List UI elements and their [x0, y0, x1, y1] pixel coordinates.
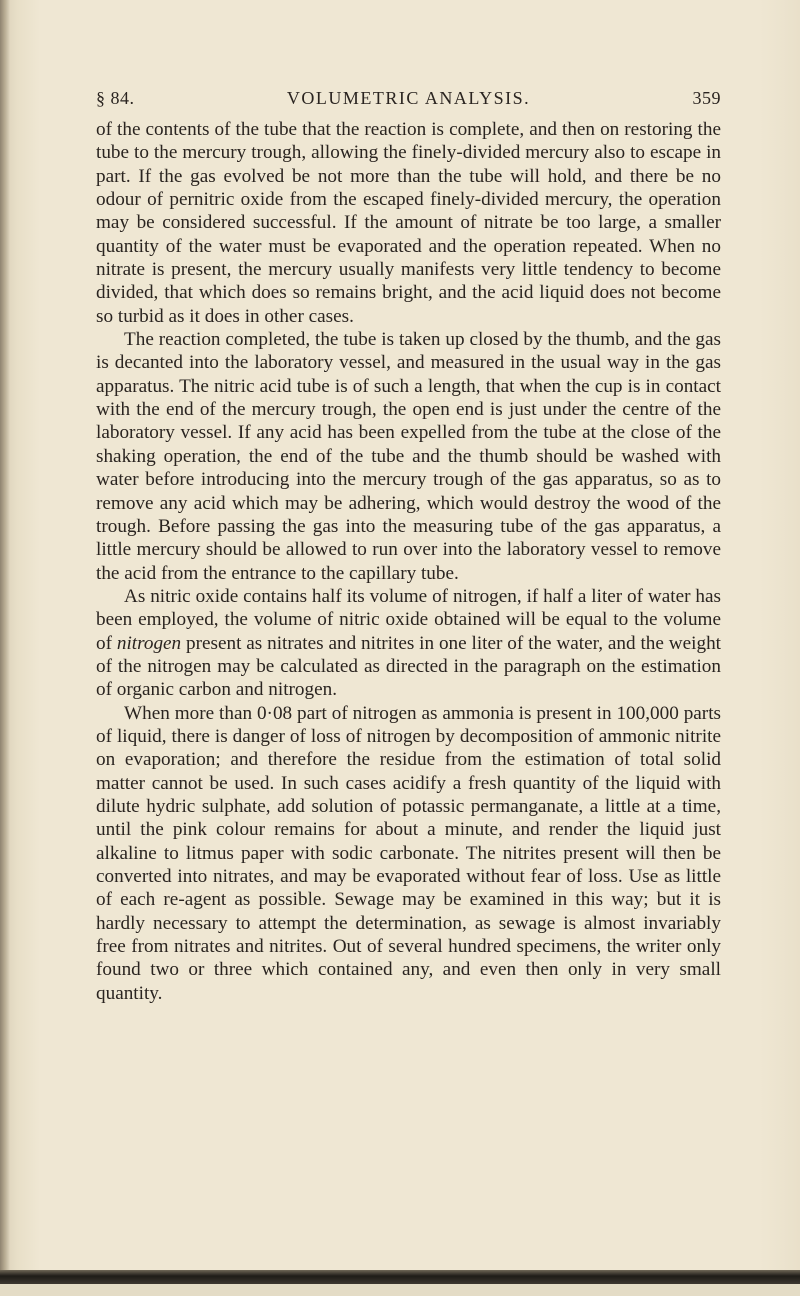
body-text — [96, 118, 721, 1005]
paragraph-1 — [96, 118, 721, 328]
paragraph-2 — [96, 328, 721, 585]
running-title: VOLUMETRIC ANALYSIS. — [286, 88, 531, 108]
section-number: § 84. — [96, 88, 135, 108]
paragraph-4 — [96, 702, 721, 1005]
page-number: 359 — [692, 88, 721, 108]
paragraph-3-italic-word: nitrogen — [116, 632, 182, 654]
page-bottom-shadow — [0, 1270, 800, 1284]
paragraph-2-text: The reaction completed, the tube is taken up closed by the thumb, and the gas is decanted into the laboratory vessel, and measured in the usual way in the gas apparatus. The nitric acid tube is of such a length, that when the cup is in contact with the end of the mercury trough, the open end is just under the centre of the laboratory vessel. If any acid has been expelled from the tube at the close of the shaking operation, the end of the tube and the thumb should be washed with water before introducing into the mercury trough of the gas apparatus, so as to remove any acid which may be adhering, which would destroy the wood of the trough. Before passing the gas into the measuring tube of the gas apparatus, a little mercury should be allowed to run over into the laboratory vessel to remove the acid from the entrance to the capillary tube. — [96, 329, 721, 584]
binding-edge — [0, 0, 10, 1296]
paragraph-3-text-end: present as nitrates and nitrites in one liter of the water, and the weight of the nitrogen may be calculated as directed in the paragraph on the estimation of organic carbon and nitrogen. — [96, 632, 721, 701]
running-head — [96, 88, 721, 114]
paragraph-3-text-start: As nitric oxide contains half its volume of nitrogen, if half a liter of water has been employed, the volume of nitric oxide obtained will be equal to the volume of — [96, 585, 721, 654]
paragraph-4-text: When more than 0·08 part of nitrogen as ammonia is present in 100,000 parts of liquid, there is danger of loss of nitrogen by decomposition of ammonic nitrite on evaporation; and therefore the residue from the estimation of total solid matter cannot be used. In such cases acidify a fresh quantity of the liquid with dilute hydric sulphate, add solution of potassic permanganate, a little at a time, until the pink colour remains for about a minute, and render the liquid just alkaline to litmus paper with sodic carbonate. The nitrites present will then be converted into nitrates, and may be evaporated without fear of loss. Use as little of each re-agent as possible. Sewage may be examined in this way; but it is hardly necessary to attempt the determination, as sewage is almost invariably free from nitrates and nitrites. Out of several hundred specimens, the writer only found two or three which contained any, and even then only in very small quantity. — [96, 702, 721, 1004]
paragraph-1-text: of the contents of the tube that the reaction is complete, and then on restoring the tube to the mercury trough, allowing the finely-divided mercury also to escape in part. If the gas evolved be not more than the tube will hold, and there be no odour of pernitric oxide from the escaped finely-divided mercury, the operation may be considered successful. If the amount of nitrate be too large, a smaller quantity of the water must be evaporated and the operation repeated. When no nitrate is present, the mercury usually manifests very little tendency to become divided, that which does so remains bright, and the acid liquid does not become so turbid as it does in other cases. — [96, 119, 721, 327]
page-bottom-margin — [0, 1284, 800, 1296]
paragraph-3 — [96, 585, 721, 702]
